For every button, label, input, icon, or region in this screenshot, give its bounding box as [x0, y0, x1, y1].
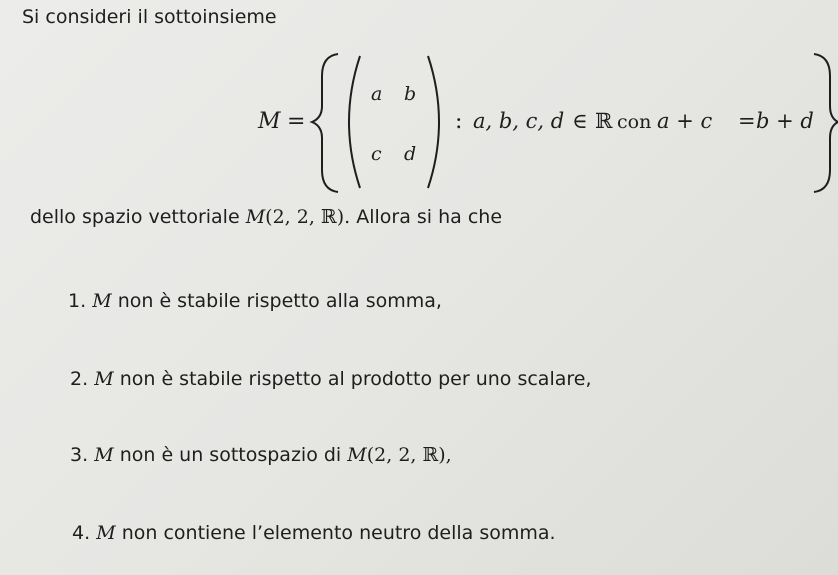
option-space-args: (2, 2, ℝ), [366, 444, 452, 466]
option-number: 3. [70, 444, 89, 466]
option-var: M [96, 522, 116, 544]
option-number: 4. [72, 522, 91, 544]
option-text: non contiene l’elemento neutro della somma. [121, 522, 556, 544]
set-variables: a, b, c, d [473, 109, 565, 133]
matrix-entry-d: d [404, 143, 417, 165]
list-item [70, 444, 452, 466]
option-text: non è stabile rispetto alla somma, [117, 290, 442, 312]
right-curly-brace [814, 54, 838, 192]
set-definition-formula [0, 0, 838, 200]
space-symbol: M [245, 206, 266, 228]
con-word: con [617, 111, 652, 133]
set-name: M [258, 109, 281, 134]
space-args: (2, 2, ℝ). [265, 206, 351, 228]
reals-symbol: ℝ [595, 109, 613, 133]
option-number: 1. [68, 290, 87, 312]
matrix-left-paren [349, 56, 360, 188]
matrix-entry-c: c [371, 143, 382, 165]
condition-equals: = [738, 109, 756, 133]
space-line-suffix: Allora si ha che [356, 206, 503, 228]
matrix-entry-b: b [404, 83, 417, 105]
condition-lhs: a + c [657, 109, 713, 133]
matrix-entry-a: a [371, 83, 383, 105]
intro-text: Si consideri il sottoinsieme [22, 6, 277, 28]
option-space-symbol: M [347, 444, 367, 466]
option-text: non è un sottospazio di [119, 444, 342, 466]
option-var: M [92, 290, 112, 312]
element-of-symbol: ∈ [572, 109, 588, 133]
condition-rhs: b + d [756, 109, 814, 133]
matrix-right-paren [428, 56, 439, 188]
such-that-colon: : [455, 109, 463, 134]
list-item [70, 368, 592, 390]
equals-sign: = [287, 109, 306, 134]
option-text: non è stabile rispetto al prodotto per uno scalare, [119, 368, 592, 390]
list-item [72, 522, 556, 544]
option-var: M [94, 368, 114, 390]
option-var: M [94, 444, 114, 466]
space-line-prefix: dello spazio vettoriale [30, 206, 240, 228]
option-number: 2. [70, 368, 89, 390]
left-curly-brace [312, 54, 338, 192]
space-line [30, 206, 502, 228]
list-item [68, 290, 442, 312]
